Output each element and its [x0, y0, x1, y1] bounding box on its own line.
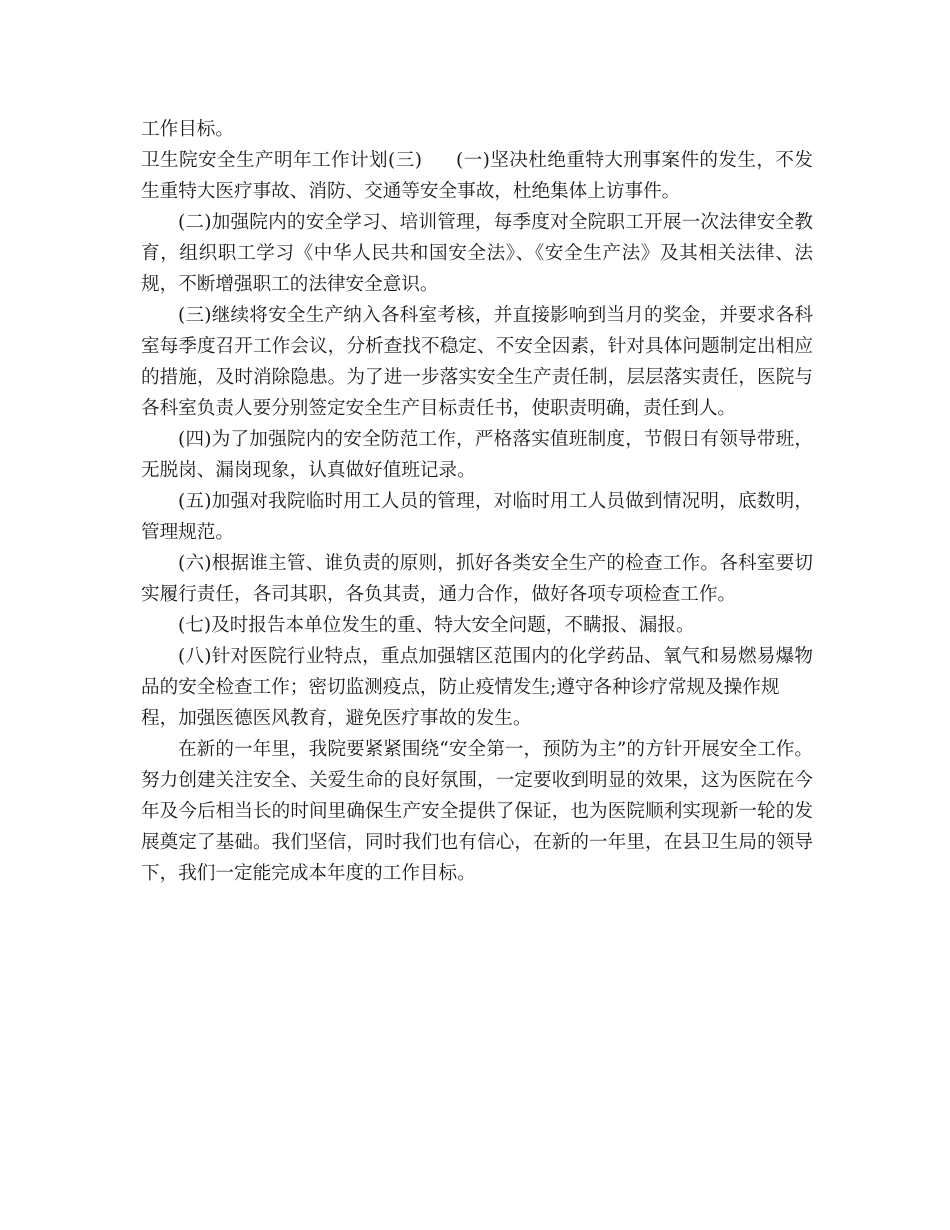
item-4: (四)为了加强院内的安全防范工作，严格落实值班制度，节假日有领导带班，无脱岗、漏岗现象，认真做好值班记录。	[141, 429, 813, 481]
item-6: (六)根据谁主管、谁负责的原则，抓好各类安全生产的检查工作。各科室要切实履行责任，各司其职，各负其责，通力合作，做好各项专项检查工作。	[141, 553, 813, 605]
document-body	[141, 114, 813, 889]
lead-line: 工作目标。	[141, 119, 234, 140]
closing-paragraph: 在新的一年里，我院要紧紧围绕“安全第一，预防为主”的方针开展安全工作。努力创建关注安全、关爱生命的良好氛围，一定要收到明显的效果，这为医院在今年及今后相当长的时间里确保生产安全提供了保证，也为医院顺利实现新一轮的发展奠定了基础。我们坚信，同时我们也有信心，在新的一年里，在县卫生局的领导下，我们一定能完成本年度的工作目标。	[141, 739, 813, 884]
item-8-continued: 程，加强医德医风教育，避免医疗事故的发生。	[141, 708, 532, 729]
item-2: (二)加强院内的安全学习、培训管理，每季度对全院职工开展一次法律安全教育，组织职工学习《中华人民共和国安全法》、《安全生产法》及其相关法律、法规，不断增强职工的法律安全意识。	[141, 212, 813, 295]
section-title: 卫生院安全生产明年工作计划(三)	[141, 150, 422, 171]
item-7: (七)及时报告本单位发生的重、特大安全问题，不瞒报、漏报。	[178, 615, 695, 636]
item-1: (一)坚决杜绝重特大刑事案件的发生，不发生重特大医疗事故、消防、交通等安全事故，杜绝集体上访事件。	[141, 150, 813, 202]
section-first-paragraph	[141, 145, 813, 207]
item-5: (五)加强对我院临时用工人员的管理，对临时用工人员做到情况明，底数明，管理规范。	[141, 491, 813, 543]
item-3: (三)继续将安全生产纳入各科室考核，并直接影响到当月的奖金，并要求各科室每季度召开工作会议，分析查找不稳定、不安全因素，针对具体问题制定出相应的措施，及时消除隐患。为了进一步落实安全生产责任制，层层落实责任，医院与各科室负责人要分别签定安全生产目标责任书，使职责明确，责任到人。	[141, 305, 813, 419]
item-8: (八)针对医院行业特点，重点加强辖区范围内的化学药品、氧气和易燃易爆物品的安全检查工作；密切监测疫点，防止疫情发生;遵守各种诊疗常规及操作规	[141, 646, 813, 698]
